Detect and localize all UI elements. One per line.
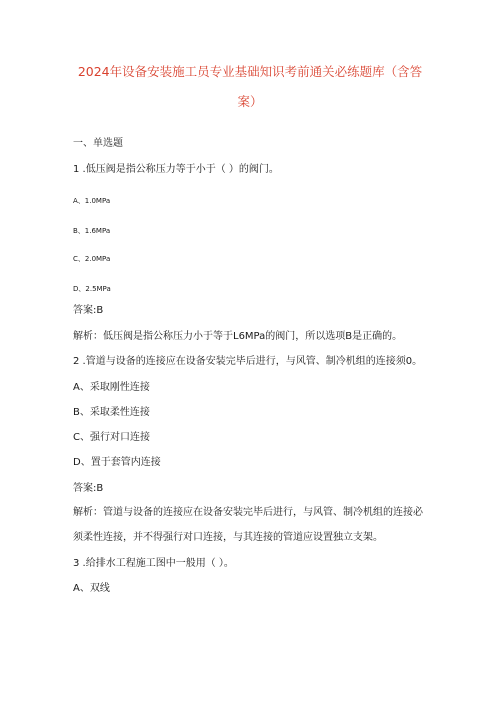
q1-analysis: 解析：低压阀是指公称压力小于等于L6MPa的阀门，所以选项B是正确的。 [73,331,403,342]
question-2: 2 .管道与设备的连接应在设备安装完毕后进行，与风管、制冷机组的连接须0。 [73,356,423,367]
q2-analysis-line2: 须柔性连接，并不得强行对口连接，与其连接的管道应设置独立支架。 [73,532,383,543]
q1-option-d: D、2.5MPa [73,285,111,293]
q1-option-c: C、2.0MPa [73,255,111,263]
section-heading: 一、单选题 [73,138,123,149]
q3-option-a: A、双线 [73,583,110,594]
q2-option-b: B、采取柔性连接 [73,407,150,418]
question-1: 1 .低压阀是指公称压力等于小于（ ）的阀门。 [73,164,279,175]
document-title-line2: 案） [237,94,263,109]
q1-answer: 答案:B [73,305,104,316]
q2-option-d: D、置于套管内连接 [73,457,161,468]
q2-option-a: A、采取刚性连接 [73,382,150,393]
q2-analysis-line1: 解析：管道与设备的连接应在设备安装完毕后进行，与风管、制冷机组的连接必 [73,507,423,518]
q1-option-b: B、1.6MPa [73,227,111,235]
q1-option-a: A、1.0MPa [73,197,111,205]
q2-answer: 答案:B [73,483,104,494]
document-title-line1: 2024年设备安装施工员专业基础知识考前通关必练题库（含答 [77,64,423,79]
q2-option-c: C、强行对口连接 [73,432,150,443]
question-3: 3 .给排水工程施工图中一般用（ ）。 [73,558,234,569]
